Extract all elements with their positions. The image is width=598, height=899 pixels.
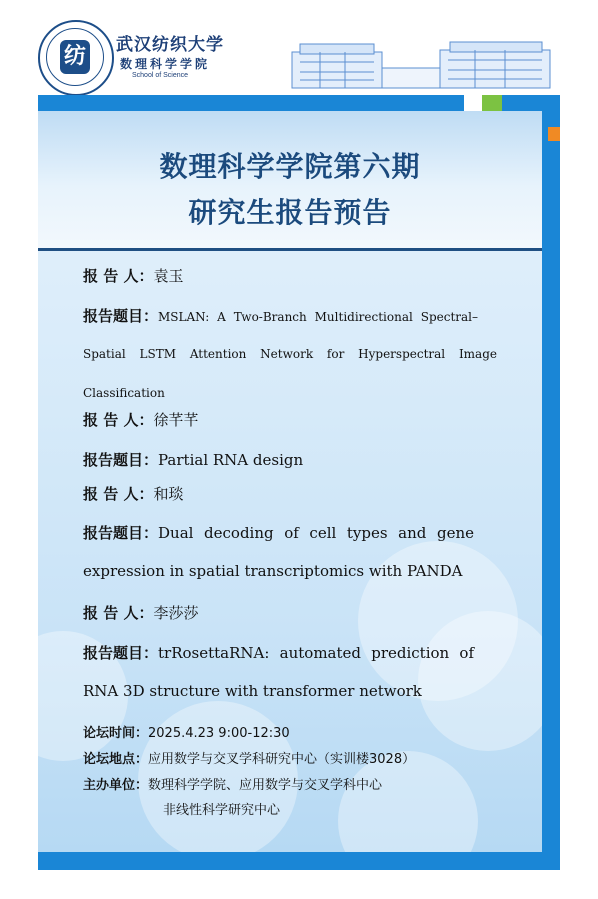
topic-line: Classification xyxy=(83,386,165,400)
topic-line: RNA 3D structure with transformer network xyxy=(83,682,422,700)
talk-2-topic xyxy=(83,449,497,470)
poster-title-line2: 研究生报告预告 xyxy=(188,196,392,229)
topic-label: 报告题目： xyxy=(83,644,159,662)
talk-4-topic xyxy=(83,642,497,663)
university-logo xyxy=(38,20,114,96)
talk-1-topic xyxy=(83,305,497,326)
forum-host-line2: 非线性科学研究中心 xyxy=(163,803,281,818)
logo-emblem: 纺 xyxy=(60,40,90,74)
speaker-label: 报 告 人： xyxy=(83,485,154,503)
speaker-label: 报 告 人： xyxy=(83,267,154,285)
host-label: 主办单位： xyxy=(83,778,149,793)
speaker-name: 李莎莎 xyxy=(153,604,199,622)
talk-2-speaker xyxy=(83,409,497,430)
speaker-label: 报 告 人： xyxy=(83,411,154,429)
speaker-name: 徐芊芊 xyxy=(153,411,199,429)
decor-bubble xyxy=(418,611,542,751)
time-label: 论坛时间： xyxy=(83,726,149,741)
topic-label: 报告题目： xyxy=(83,451,159,469)
speaker-name: 和琰 xyxy=(153,485,184,503)
campus-building-illustration xyxy=(290,38,554,90)
accent-block-white xyxy=(464,95,482,111)
accent-block-orange xyxy=(548,127,560,141)
topic-line: Spatial LSTM Attention Network for Hyperspectral Image xyxy=(83,347,497,361)
school-name-en: School of Science xyxy=(132,72,189,79)
time-value: 2025.4.23 9:00-12:30 xyxy=(148,726,290,741)
topic-line: trRosettaRNA: automated prediction of xyxy=(158,644,475,662)
topic-label: 报告题目： xyxy=(83,307,159,325)
talk-4-speaker xyxy=(83,602,497,623)
accent-block-green xyxy=(482,95,502,111)
forum-place xyxy=(83,748,415,767)
topic-line: Dual decoding of cell types and gene xyxy=(158,524,475,542)
university-name: 武汉纺织大学 xyxy=(116,35,224,55)
host-value: 数理科学学院、应用数学与交叉学科中心 xyxy=(148,778,383,793)
poster-content xyxy=(38,111,542,852)
school-name-cn: 数理科学学院 xyxy=(120,57,211,71)
poster-title-line1: 数理科学学院第六期 xyxy=(159,150,421,183)
topic-line: Partial RNA design xyxy=(158,451,304,469)
talk-1-speaker xyxy=(83,265,497,286)
forum-host xyxy=(83,774,382,793)
place-label: 论坛地点： xyxy=(83,752,149,767)
place-value: 应用数学与交叉学科研究中心（实训楼3028） xyxy=(148,752,416,767)
speaker-label: 报 告 人： xyxy=(83,604,154,622)
topic-line: expression in spatial transcriptomics with PANDA xyxy=(83,562,463,580)
speaker-name: 袁玉 xyxy=(153,267,184,285)
talk-3-topic xyxy=(83,522,497,543)
forum-time xyxy=(83,722,290,741)
topic-label: 报告题目： xyxy=(83,524,159,542)
topic-line: MSLAN: A Two-Branch Multidirectional Spectral– xyxy=(158,310,479,324)
talk-3-speaker xyxy=(83,483,497,504)
poster-frame-bottom xyxy=(38,852,560,870)
title-divider xyxy=(38,248,542,251)
